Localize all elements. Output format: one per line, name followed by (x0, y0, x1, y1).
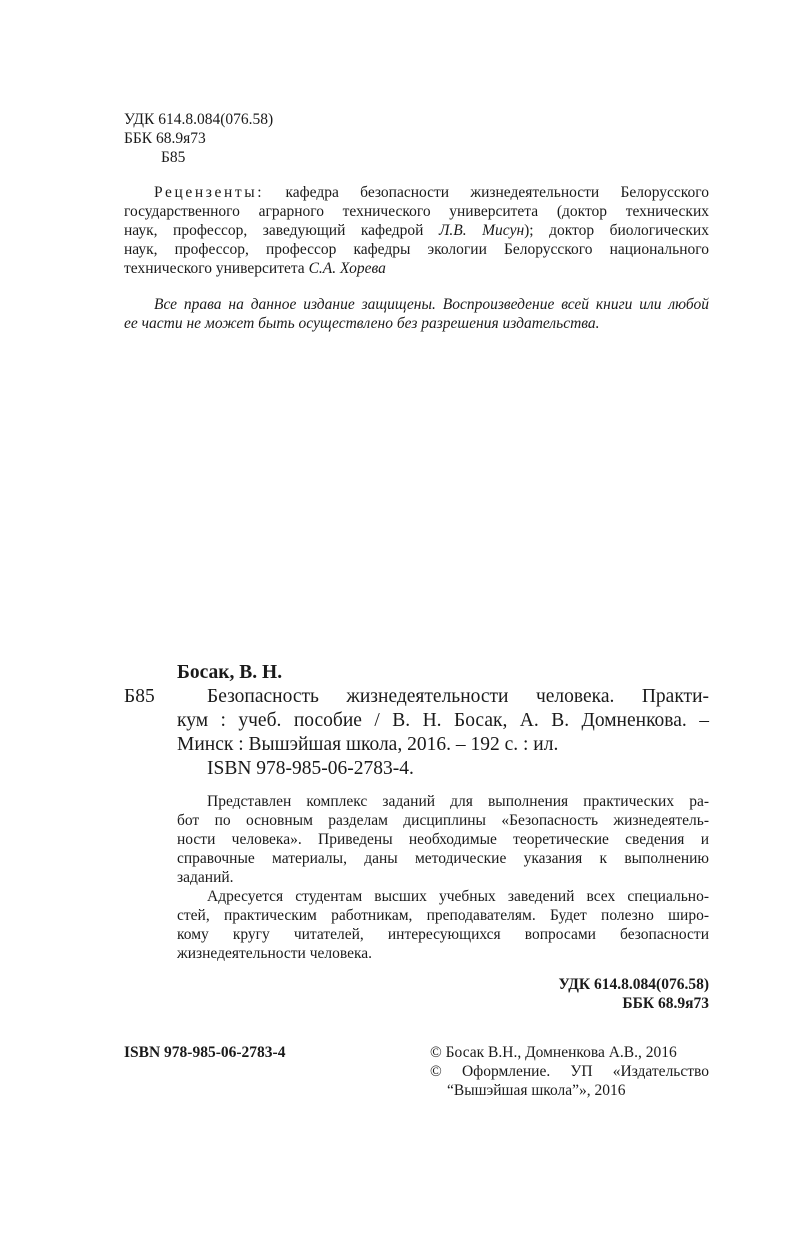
footer-isbn: ISBN 978-985-06-2783-4 (124, 1044, 286, 1061)
reviewers-line-5: технического университета С.А. Хорева (124, 260, 386, 277)
annotation-p2-line-2: стей, практическим работникам, преподавателям. Будет полезно широ- (177, 907, 709, 924)
annotation-p2-line-4: жизнедеятельности человека. (177, 945, 373, 962)
catalog-title-line-1: Безопасность жизнедеятельности человека. Практи- (207, 686, 709, 707)
catalog-title-line-3: Минск : Вышэйшая школа, 2016. – 192 с. : ил. (177, 734, 559, 755)
udk-code: УДК 614.8.084(076.58) (124, 111, 274, 128)
catalog-title-line-2: кум : учеб. пособие / В. Н. Босак, А. В. Домненкова. – (177, 710, 709, 731)
reviewers-line-4: наук, профессор, профессор кафедры экологии Белорусского национального (124, 241, 709, 258)
annotation-p1-line-3: ности человека». Приведены необходимые теоретические сведения и (177, 831, 709, 848)
annotation-p2-line-3: кому кругу читателей, интересующихся вопросами безопасности (177, 926, 709, 943)
reviewer-name-horeva: С.А. Хорева (308, 260, 386, 277)
reviewer-name-misun: Л.В. Мисун (438, 222, 525, 239)
reviewers-line-2: государственного аграрного технического университета (доктор технических (124, 203, 709, 220)
bbk-code-bottom: ББК 68.9я73 (622, 995, 709, 1012)
udk-code-bottom: УДК 614.8.084(076.58) (558, 976, 709, 993)
rights-line-2: ее части не может быть осуществлено без разрешения издательства. (124, 315, 600, 332)
copyright-design: © Оформление. УП «Издательство (430, 1063, 709, 1080)
reviewers-line-1: Рецензенты: кафедра безопасности жизнедеятельности Белорусского (154, 184, 710, 201)
catalog-mark: Б85 (124, 686, 155, 707)
copyright-authors: © Босак В.Н., Домненкова А.В., 2016 (430, 1044, 677, 1061)
reviewers-line-3: наук, профессор, заведующий кафедрой Л.В. Мисун); доктор биологических (124, 222, 709, 239)
annotation-p1-line-4: справочные материалы, даны методические указания к выполнению (177, 850, 709, 867)
catalog-isbn: ISBN 978-985-06-2783-4. (207, 758, 414, 779)
annotation-p1-line-1: Представлен комплекс заданий для выполнения практических ра- (207, 793, 709, 810)
author-mark: Б85 (161, 149, 186, 166)
annotation-p1-line-2: бот по основным разделам дисциплины «Безопасность жизнедеятель- (177, 812, 709, 829)
annotation-p1-line-5: заданий. (177, 869, 234, 886)
catalog-author: Босак, В. Н. (177, 662, 283, 683)
copyright-publisher: “Вышэйшая школа”», 2016 (447, 1082, 626, 1099)
annotation-p2-line-1: Адресуется студентам высших учебных заведений всех специально- (207, 888, 709, 905)
bbk-code: ББК 68.9я73 (124, 130, 206, 147)
reviewers-label: Рецензенты: (154, 184, 265, 201)
rights-line-1: Все права на данное издание защищены. Воспроизведение всей книги или любой (154, 296, 709, 313)
